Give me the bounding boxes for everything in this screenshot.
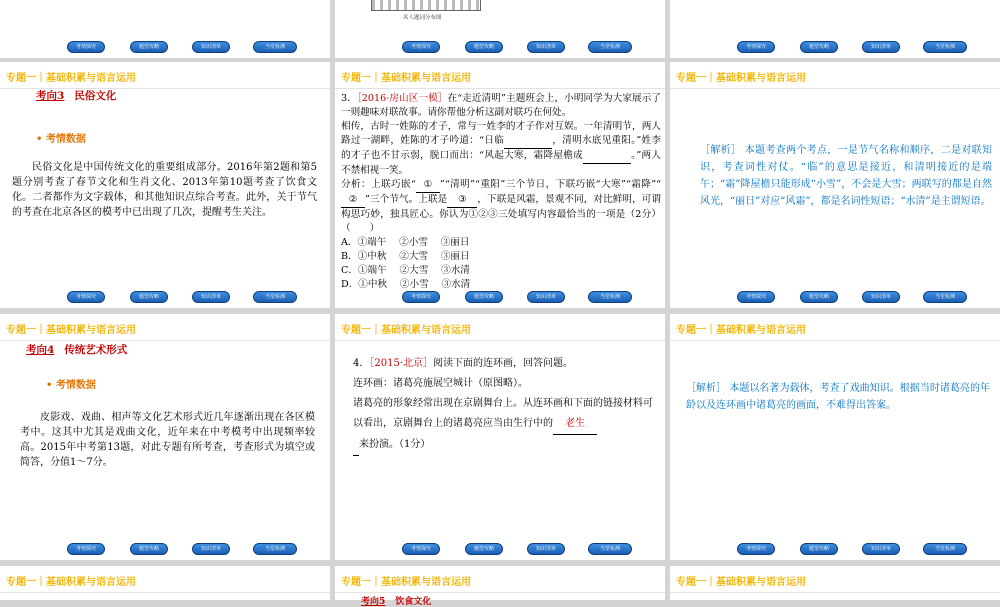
section-number: 考向5: [361, 597, 386, 607]
slide-header: [670, 62, 1000, 89]
nav-button-4[interactable]: 当堂检测: [588, 291, 632, 303]
nav-button-1[interactable]: 考情探究: [402, 543, 440, 555]
slide-header-title: 专题一｜基础积累与语言运用: [341, 577, 471, 588]
slide-header-title: 专题一｜基础积累与语言运用: [676, 325, 806, 336]
comic-line: 连环画：诸葛亮施展空城计（原图略）。: [353, 378, 528, 389]
nav-button-3[interactable]: 知识清单: [527, 41, 565, 53]
analysis-part-1: 分析：上联巧嵌“: [341, 179, 416, 190]
marker-2: ②: [341, 193, 365, 208]
nav-button-2[interactable]: 题型攻略: [800, 543, 838, 555]
option-b: B．①中秋 ②大雪 ③丽日: [341, 251, 470, 262]
nav-button-1[interactable]: 考情探究: [737, 543, 775, 555]
subheading: • 考情数据: [46, 380, 96, 391]
slide-header: [335, 314, 665, 341]
question-source: ［2016·房山区一模］: [356, 93, 448, 104]
nav-button-1[interactable]: 考情探究: [402, 41, 440, 53]
section-title: 饮食文化: [395, 597, 432, 607]
nav-bar: [60, 291, 310, 305]
blank-1: [504, 134, 552, 149]
question-block: [353, 354, 653, 456]
marker-1: ①: [416, 178, 440, 193]
section-title: 民俗文化: [74, 90, 117, 102]
nav-button-2[interactable]: 题型攻略: [130, 291, 168, 303]
slide-header: [670, 566, 1000, 593]
nav-button-4[interactable]: 当堂检测: [253, 291, 297, 303]
analysis-part-2: ”“清明”“重阳”三个节日，下联巧嵌“大寒”“霜降”“: [439, 179, 662, 190]
nav-button-2[interactable]: 题型攻略: [800, 291, 838, 303]
nav-button-1[interactable]: 考情探究: [67, 41, 105, 53]
slide-1: [0, 0, 330, 58]
question-score: 来扮演。（1分）: [359, 439, 431, 450]
nav-button-1[interactable]: 考情探究: [737, 291, 775, 303]
nav-button-2[interactable]: 题型攻略: [130, 41, 168, 53]
question-number: 3．: [341, 93, 357, 104]
nav-button-3[interactable]: 知识清单: [527, 543, 565, 555]
section-heading: [361, 594, 431, 607]
nav-bar: [730, 291, 980, 305]
slide-header: [0, 62, 330, 89]
slide-header: [0, 566, 330, 593]
nav-button-3[interactable]: 知识清单: [192, 543, 230, 555]
section-number: 考向4: [26, 344, 55, 356]
nav-button-4[interactable]: 当堂检测: [923, 291, 967, 303]
story-part-3: 。”两人不禁相视一笑。: [341, 150, 661, 176]
slide-header-title: 专题一｜基础积累与语言运用: [6, 577, 136, 588]
slide-folk-culture: [0, 62, 330, 308]
question-body: 诸葛亮的形象经常出现在京剧舞台上。从连环画和下面的链接材料可以看出，京剧舞台上的诸葛亮应当由生行中的: [353, 398, 653, 429]
slide-header-title: 专题一｜基础积累与语言运用: [676, 577, 806, 588]
question-intro: 在“走近清明”主题班会上，小明同学为大家展示了一则趣味对联故事。请你帮他分析这副对联巧在何处。: [341, 93, 661, 118]
question-number: 4．: [353, 358, 370, 369]
question-source: ［2015·北京］: [369, 358, 434, 369]
answer-blank: 老生: [553, 414, 597, 435]
slide-opera-analysis: [670, 314, 1000, 560]
slide-header: [670, 314, 1000, 341]
story-part-1: 相传，古时一姓陈的才子，常与一姓李的才子作对互娱。一年清明节，两人路过一湖畔，姓陈的才子吟道：“日临: [341, 121, 661, 146]
slide-header-title: 专题一｜基础积累与语言运用: [6, 73, 136, 84]
nav-button-2[interactable]: 题型攻略: [465, 543, 503, 555]
nav-button-3[interactable]: 知识清单: [192, 41, 230, 53]
body-paragraph: 民俗文化是中国传统文化的重要组成部分。2016年第2题和第5题分别考查了春节文化和生肖文化、2013年第10题考查了饮食文化。二者都作为文字载体，和其他知识点综合考查。此外，关于节气的考查在北京各区的模考中已出现了几次，提醒考生关注。: [12, 162, 317, 218]
nav-button-3[interactable]: 知识清单: [192, 291, 230, 303]
option-a: A．①端午 ②小雪 ③丽日: [341, 237, 470, 248]
blank-2: [583, 149, 631, 164]
slide-10: [0, 566, 330, 600]
nav-button-4[interactable]: 当堂检测: [588, 41, 632, 53]
nav-button-2[interactable]: 题型攻略: [130, 543, 168, 555]
section-number: 考向3: [36, 90, 65, 102]
nav-button-4[interactable]: 当堂检测: [923, 543, 967, 555]
slide-header-title: 专题一｜基础积累与语言运用: [676, 73, 806, 84]
nav-button-2[interactable]: 题型攻略: [800, 41, 838, 53]
figure-caption: 名人题词分布图: [403, 15, 442, 21]
nav-button-3[interactable]: 知识清单: [862, 291, 900, 303]
nav-bar: [395, 41, 645, 55]
slide-art-forms: [0, 314, 330, 560]
section-title: 传统艺术形式: [64, 344, 128, 356]
slide-opera-question: [335, 314, 665, 560]
question-block: [341, 92, 661, 292]
slide-header: [0, 314, 330, 341]
option-c: C．①端午 ②大雪 ③水清: [341, 265, 470, 276]
section-heading: [36, 88, 116, 103]
story-part-2: ，清明水底见重阳。”姓李的才子也不甘示弱，脱口而出：“风起大寒，霜降屋檐成: [341, 135, 662, 161]
nav-button-4[interactable]: 当堂检测: [923, 41, 967, 53]
slide-header-title: 专题一｜基础积累与语言运用: [341, 325, 471, 336]
nav-button-2[interactable]: 题型攻略: [465, 41, 503, 53]
nav-bar: [395, 543, 645, 557]
marker-3: ③: [447, 193, 477, 208]
slide-header: [335, 62, 665, 89]
slide-header: [335, 566, 665, 593]
nav-bar: [60, 543, 310, 557]
question-intro: 阅读下面的连环画，回答问题。: [433, 358, 574, 369]
nav-button-3[interactable]: 知识清单: [862, 41, 900, 53]
nav-bar: [60, 41, 310, 55]
slide-couplet-analysis: [670, 62, 1000, 308]
analysis-part-4: ，下联是风霜，景观不同，对比鲜明，可谓构思巧妙，独具匠心。你认为①②③三处填写内容最恰当的一项是（2分）（ ）: [341, 194, 662, 234]
slide-11: [335, 566, 665, 607]
analysis-text: ［解析］ 本题考查两个考点，一是节气名称和顺序，二是对联知识，考查词性对仗。“临”的意思是接近，和清明接近的是端午；“霜”降屋檐只能形成“小雪”，不会是大雪；两联写的都是自然风光，“丽日”对应“风霜”，都是名词性短语；“水清”是主谓短语。: [700, 145, 992, 207]
nav-button-1[interactable]: 考情探究: [402, 291, 440, 303]
nav-bar: [730, 41, 980, 55]
nav-button-4[interactable]: 当堂检测: [588, 543, 632, 555]
nav-button-2[interactable]: 题型攻略: [465, 291, 503, 303]
slide-couplet-question: [335, 62, 665, 308]
body-paragraph: 皮影戏、戏曲、相声等文化艺术形式近几年逐渐出现在各区模考中。这其中尤其是戏曲文化，近年来在中考模考中出现频率较高。2015年中考第13题，对此专题有所考查，考查形式为填空或简答，分值1～7分。: [20, 412, 315, 468]
slide-header-title: 专题一｜基础积累与语言运用: [6, 325, 136, 336]
nav-button-3[interactable]: 知识清单: [862, 543, 900, 555]
option-d: D．①中秋 ②小雪 ③水清: [341, 279, 471, 290]
figure-image: [371, 0, 481, 11]
nav-button-1[interactable]: 考情探究: [67, 291, 105, 303]
nav-button-3[interactable]: 知识清单: [527, 291, 565, 303]
nav-button-1[interactable]: 考情探究: [737, 41, 775, 53]
slide-3-top: [670, 0, 1000, 58]
nav-button-4[interactable]: 当堂检测: [253, 41, 297, 53]
slide-header-title: 专题一｜基础积累与语言运用: [341, 73, 471, 84]
nav-button-4[interactable]: 当堂检测: [253, 543, 297, 555]
section-heading: [26, 342, 127, 357]
nav-bar: [730, 543, 980, 557]
nav-bar: [395, 291, 645, 305]
slide-12: [670, 566, 1000, 600]
analysis-part-3: ”三个节气。上联是: [365, 194, 448, 205]
nav-button-1[interactable]: 考情探究: [67, 543, 105, 555]
analysis-text: ［解析］ 本题以名著为载体，考查了戏曲知识。根据当时诸葛亮的年龄以及连环画中诸葛亮的画面，不难得出答案。: [686, 383, 990, 411]
subheading: • 考情数据: [36, 134, 86, 145]
slide-2: [335, 0, 665, 58]
